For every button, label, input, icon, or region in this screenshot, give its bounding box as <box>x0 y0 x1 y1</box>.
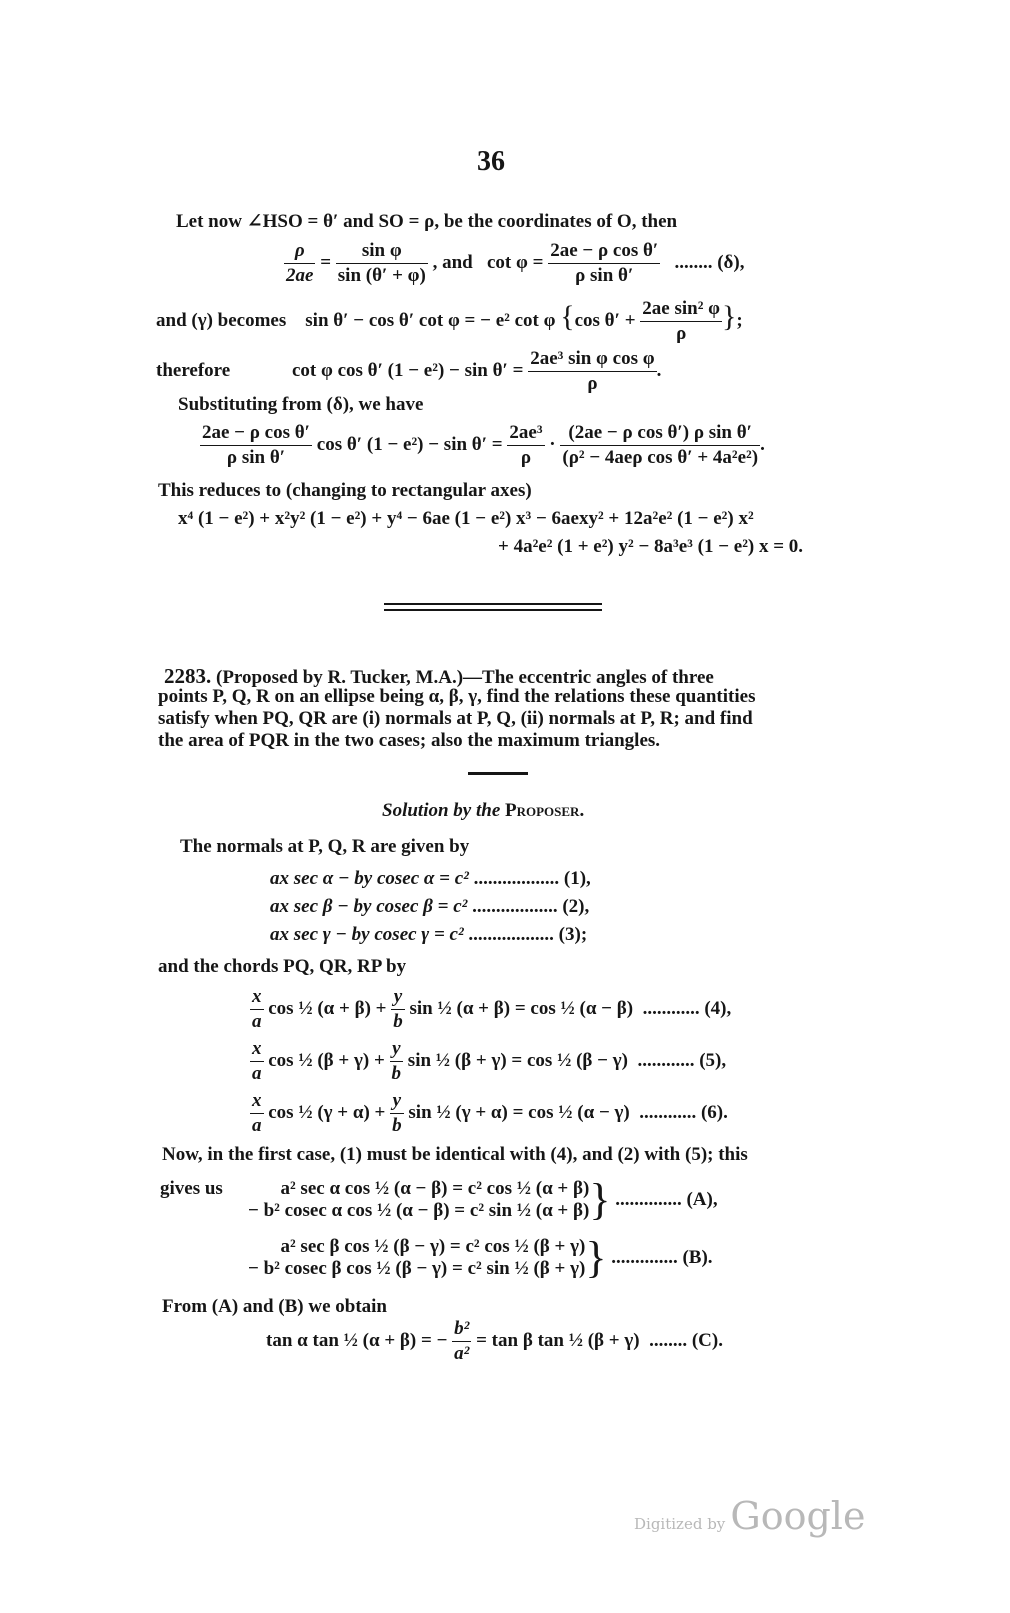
gamma-equation: and (γ) becomes sin θ′ − cos θ′ cot φ = − e² cot φ {cos θ′ + $\frac{\text{2ae sin² φ}}{\rho}$ }; <box>156 298 743 344</box>
substituting-line: Substituting from (δ), we have <box>178 394 424 415</box>
equation-c: tan α tan ½ (α + β) = − $\frac{\text{b²}}{\text{a²}}$ = tan β tan ½ (β + γ) ........ (C). <box>266 1318 723 1364</box>
intro-line: Let now ∠HSO = θ′ and SO = ρ, be the coordinates of O, then <box>176 211 678 232</box>
equation-tag: ........ (δ), <box>674 251 745 273</box>
chord-equation-6: $\frac{x}{a}$ cos ½ (γ + α) + $\frac{y}{b}$ sin ½ (γ + α) = cos ½ (α − γ) ............ (6). <box>252 1090 728 1136</box>
fraction: $\frac{x}{a}$ <box>252 986 262 1032</box>
normal-equation-3: ax sec γ − by cosec γ = c² .................. (3); <box>270 924 588 945</box>
problem-line-3: satisfy when PQ, QR are (i) normals at P, Q, (ii) normals at P, R; and find <box>158 708 753 729</box>
therefore-equation: therefore cot φ cos θ′ (1 − e²) − sin θ′ = $\frac{\text{2ae³ sin φ cos φ}}{\rho}$ . <box>156 348 662 394</box>
gives-us-label: gives us <box>160 1178 223 1199</box>
chord-equation-4: $\frac{x}{a}$ cos ½ (α + β) + $\frac{y}{b}$ sin ½ (α + β) = cos ½ (α − β) ............ (4), <box>252 986 732 1032</box>
equation-delta: $\frac{\rho}{2ae}$ = $\frac{\text{sin φ}}{\sin (\theta' + \varphi)}$ , and cot φ = $\frac{\text{2ae − ρ cos θ′}}{\text{ρ sin θ′}}$ ........ (δ), <box>286 240 745 286</box>
normal-equation-1: ax sec α − by cosec α = c² .................. (1), <box>270 868 591 889</box>
fraction: $\frac{\text{b²}}{\text{a²}}$ <box>454 1318 470 1364</box>
fraction: $\frac{\text{2ae − ρ cos θ′}}{\text{ρ sin θ′}}$ <box>550 240 659 286</box>
chords-intro: and the chords PQ, QR, RP by <box>158 956 407 977</box>
digitized-watermark: Digitized by Google <box>634 1494 866 1538</box>
fraction: $\frac{\text{2ae³ sin φ cos φ}}{\rho}$ <box>530 348 655 394</box>
system-b: a² sec β cos ½ (β − γ) = c² cos ½ (β + γ) − b² cosec β cos ½ (β − γ) = c² sin ½ (β + γ) } .............. (B). <box>248 1233 713 1282</box>
normal-equation-2: ax sec β − by cosec β = c² .................. (2), <box>270 896 590 917</box>
problem-line-1: 2283. (Proposed by R. Tucker, M.A.)—The eccentric angles of three <box>164 664 714 688</box>
fraction: $\frac{x}{a}$ <box>252 1090 262 1136</box>
separator-rule-bottom <box>384 609 602 611</box>
page-number: 36 <box>477 146 505 177</box>
from-line: From (A) and (B) we obtain <box>162 1296 388 1317</box>
fraction: $\frac{x}{a}$ <box>252 1038 262 1084</box>
fraction: $\frac{\rho}{2ae}$ <box>286 240 314 286</box>
fraction: $\frac{\text{2ae sin² φ}}{\rho}$ <box>642 298 721 344</box>
fraction: $\frac{\text{(2ae − ρ cos θ′) ρ sin θ′}}{\text{(ρ² − 4aeρ cos θ′ + 4a²e²)}}$ <box>562 422 759 468</box>
problem-number: 2283. <box>164 664 212 688</box>
google-logo: Google <box>730 1494 866 1538</box>
normals-intro: The normals at P, Q, R are given by <box>180 836 470 857</box>
final-equation-line-2: + 4a²e² (1 + e²) y² − 8a³e³ (1 − e²) x = 0. <box>498 536 804 557</box>
reduces-line: This reduces to (changing to rectangular axes) <box>158 480 532 501</box>
problem-line-4: the area of PQR in the two cases; also the maximum triangles. <box>158 730 661 751</box>
fraction: $\frac{y}{b}$ <box>393 986 403 1032</box>
fraction: $\frac{y}{b}$ <box>392 1090 402 1136</box>
first-case-line: Now, in the first case, (1) must be identical with (4), and (2) with (5); this <box>162 1144 748 1165</box>
final-equation-line-1: x⁴ (1 − e²) + x²y² (1 − e²) + y⁴ − 6ae (1 − e²) x³ − 6aexy² + 12a²e² (1 − e²) x² <box>178 508 754 529</box>
chord-equation-5: $\frac{x}{a}$ cos ½ (β + γ) + $\frac{y}{b}$ sin ½ (β + γ) = cos ½ (β − γ) ............ (5), <box>252 1038 727 1084</box>
fraction: $\frac{\text{sin φ}}{\sin (\theta' + \varphi)}$ <box>337 240 426 286</box>
substitution-equation: $\frac{\text{2ae − ρ cos θ′}}{\text{ρ sin θ′}}$ cos θ′ (1 − e²) − sin θ′ = $\frac{\text{2ae³}}{\rho}$ · $\frac{\text{(2ae − ρ cos θ′) ρ sin θ′}}{\text{(ρ² − 4aeρ cos θ′ + 4a²e²)}}$ . <box>202 422 765 468</box>
problem-line-2: points P, Q, R on an ellipse being α, β, γ, find the relations these quantities <box>158 686 756 707</box>
fraction: $\frac{\text{2ae³}}{\rho}$ <box>509 422 543 468</box>
separator-rule-top <box>384 603 602 605</box>
fraction: $\frac{y}{b}$ <box>391 1038 402 1084</box>
solution-heading: Solution by the Proposer. <box>382 800 585 821</box>
fraction: $\frac{\text{2ae − ρ cos θ′}}{\text{ρ sin θ′}}$ <box>202 422 311 468</box>
system-a: a² sec α cos ½ (α − β) = c² cos ½ (α + β) − b² cosec α cos ½ (α − β) = c² sin ½ (α + β) } .............. (A), <box>248 1175 718 1224</box>
short-rule <box>468 772 528 775</box>
